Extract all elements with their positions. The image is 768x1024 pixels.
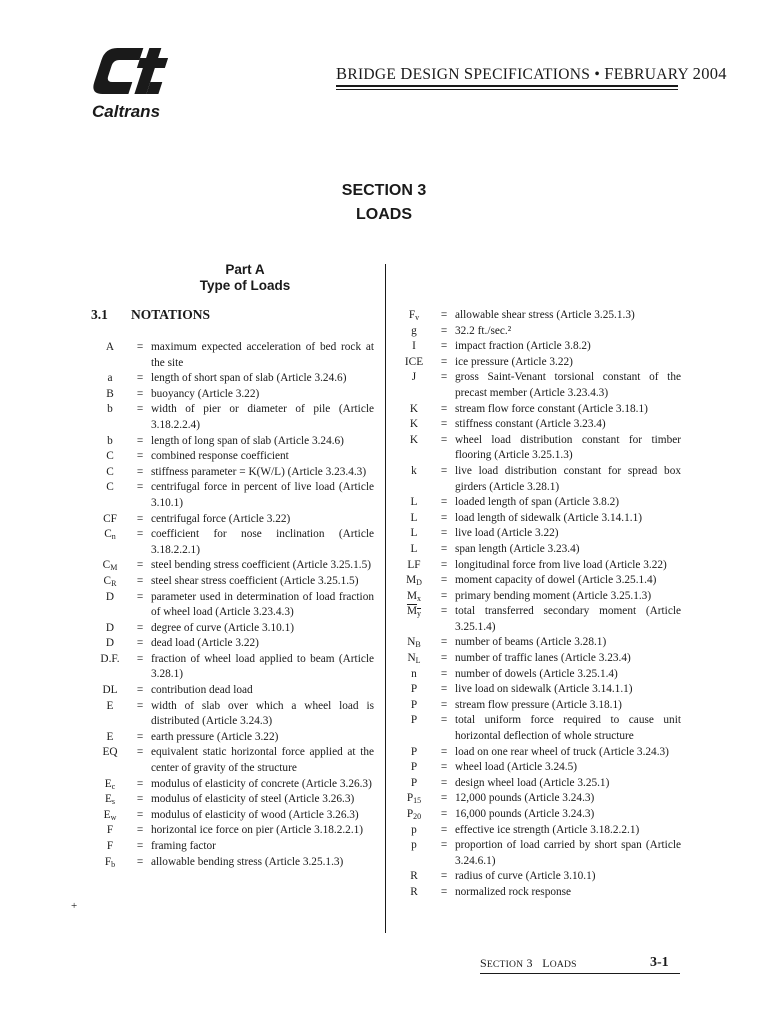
equals-sign: = bbox=[440, 636, 448, 649]
notation-symbol: $N_B$ bbox=[407, 636, 421, 650]
page-number: 3-1 bbox=[650, 955, 669, 970]
equals-sign: = bbox=[136, 808, 144, 821]
equals-sign: = bbox=[136, 341, 144, 353]
equals-sign: = bbox=[440, 558, 448, 571]
notation-entry bbox=[395, 355, 681, 371]
notation-symbol: b bbox=[107, 434, 113, 447]
notation-symbol: k bbox=[411, 464, 417, 477]
notation-definition: 16,000 pounds (Article 3.24.3) bbox=[455, 808, 595, 820]
notation-entry bbox=[91, 699, 374, 730]
notation-symbol: E bbox=[106, 699, 114, 712]
notation-symbol: EQ bbox=[102, 746, 118, 759]
notation-entry bbox=[395, 402, 681, 418]
document-header: BRIDGE DESIGN SPECIFICATIONS • FEBRUARY 2004 bbox=[336, 64, 727, 83]
notation-definition: framing factor bbox=[151, 840, 216, 852]
notation-symbol: D bbox=[105, 590, 115, 603]
notation-definition: gross Saint-Venant torsional constant of the precast member (Article 3.23.4.3) bbox=[455, 371, 681, 399]
notation-entry bbox=[395, 713, 681, 744]
notation-definition: total transferred secondary moment (Article 3.25.1.4) bbox=[455, 605, 681, 633]
notation-definition: load length of sidewalk (Article 3.14.1.1) bbox=[455, 511, 642, 524]
notation-definition: live load (Article 3.22) bbox=[455, 527, 559, 540]
equals-sign: = bbox=[136, 684, 144, 697]
equals-sign: = bbox=[440, 870, 448, 883]
notation-symbol: n bbox=[411, 667, 417, 680]
notation-entry bbox=[91, 512, 374, 528]
notation-symbol: CF bbox=[103, 512, 117, 525]
notation-entry bbox=[91, 730, 374, 746]
notation-definition: horizontal ice force on pier (Article 3.18.2.2.1) bbox=[151, 824, 364, 837]
notation-definition: total uniform force required to cause unit horizontal deflection of whole structure bbox=[455, 714, 681, 743]
notation-definition: radius of curve (Article 3.10.1) bbox=[455, 870, 596, 883]
notation-definition: maximum expected acceleration of bed rock at the site bbox=[151, 341, 374, 369]
equals-sign: = bbox=[440, 714, 448, 727]
notation-symbol: L bbox=[410, 527, 418, 540]
equals-sign: = bbox=[440, 745, 448, 758]
notation-definition: span length (Article 3.23.4) bbox=[455, 542, 580, 555]
notation-entry bbox=[395, 464, 681, 495]
notation-definition: longitudinal force from live load (Article 3.22) bbox=[455, 558, 667, 571]
notation-definition: length of short span of slab (Article 3.24.6) bbox=[151, 372, 347, 385]
equals-sign: = bbox=[440, 496, 448, 509]
heading-number: 3.1 bbox=[91, 307, 108, 322]
notation-entry bbox=[91, 855, 374, 871]
equals-sign: = bbox=[440, 527, 448, 540]
notation-entry bbox=[395, 542, 681, 558]
equals-sign: = bbox=[440, 605, 448, 618]
equals-sign: = bbox=[440, 340, 448, 353]
equals-sign: = bbox=[440, 839, 448, 852]
equals-sign: = bbox=[136, 574, 144, 587]
notation-symbol: $E_s$ bbox=[104, 793, 116, 807]
notation-definition: live load on sidewalk (Article 3.14.1.1) bbox=[455, 683, 633, 696]
equals-sign: = bbox=[136, 840, 144, 852]
equals-sign: = bbox=[136, 621, 144, 634]
notation-entry bbox=[395, 776, 681, 792]
equals-sign: = bbox=[136, 481, 144, 494]
notation-symbol: J bbox=[411, 371, 417, 384]
notations-right-column bbox=[395, 308, 681, 901]
notation-symbol: $C_M$ bbox=[102, 559, 118, 573]
notation-definition: stream flow pressure (Article 3.18.1) bbox=[455, 698, 622, 711]
equals-sign: = bbox=[440, 683, 448, 696]
notation-entry bbox=[91, 340, 374, 371]
margin-change-mark: + bbox=[71, 900, 78, 912]
notation-entry bbox=[91, 777, 374, 793]
notation-symbol: $M_D$ bbox=[406, 574, 422, 588]
notation-definition: stream flow force constant (Article 3.18.1) bbox=[455, 402, 648, 415]
caltrans-logo-mark bbox=[90, 46, 176, 122]
notation-definition: modulus of elasticity of wood (Article 3.26.3) bbox=[151, 808, 359, 821]
equals-sign: = bbox=[136, 372, 144, 385]
notation-definition: width of pier or diameter of pile (Article 3.18.2.2.4) bbox=[151, 403, 374, 431]
equals-sign: = bbox=[440, 309, 448, 321]
notation-definition: allowable shear stress (Article 3.25.1.3) bbox=[455, 309, 635, 321]
notations-left-column bbox=[91, 340, 374, 870]
notation-symbol: P bbox=[410, 776, 418, 789]
equals-sign: = bbox=[440, 464, 448, 477]
notation-entry bbox=[91, 371, 374, 387]
equals-sign: = bbox=[440, 574, 448, 587]
notation-symbol: $M_x$ bbox=[406, 589, 422, 603]
notation-definition: stiffness parameter = K(W/L) (Article 3.23.4.3) bbox=[151, 465, 367, 478]
notation-symbol: $N_L$ bbox=[407, 652, 421, 666]
caltrans-logo bbox=[90, 46, 176, 122]
notation-symbol: D bbox=[105, 621, 115, 634]
equals-sign: = bbox=[136, 590, 144, 603]
column-divider bbox=[385, 264, 386, 933]
notation-symbol: C bbox=[106, 450, 114, 463]
equals-sign: = bbox=[440, 698, 448, 711]
equals-sign: = bbox=[440, 418, 448, 431]
equals-sign: = bbox=[136, 855, 144, 868]
notation-entry bbox=[395, 589, 681, 605]
logo-wordmark: Caltrans bbox=[92, 102, 161, 121]
equals-sign: = bbox=[136, 730, 144, 743]
equals-sign: = bbox=[136, 450, 144, 463]
notation-definition: design wheel load (Article 3.25.1) bbox=[455, 776, 610, 789]
notation-definition: equivalent static horizontal force applied at the center of gravity of the structure bbox=[151, 746, 374, 775]
footer-rule bbox=[480, 973, 680, 974]
equals-sign: = bbox=[136, 434, 144, 447]
notation-symbol: P bbox=[410, 714, 418, 727]
equals-sign: = bbox=[136, 824, 144, 837]
equals-sign: = bbox=[440, 885, 448, 898]
notation-definition: length of long span of slab (Article 3.24.6) bbox=[151, 434, 344, 447]
notation-entry bbox=[395, 495, 681, 511]
notation-symbol: P bbox=[410, 698, 418, 711]
notation-entry bbox=[91, 636, 374, 652]
notation-definition: effective ice strength (Article 3.18.2.2.1) bbox=[455, 823, 640, 836]
notation-symbol: DL bbox=[102, 684, 118, 697]
notation-entry bbox=[395, 417, 681, 433]
notation-entry bbox=[91, 621, 374, 637]
notation-entry bbox=[395, 667, 681, 683]
notation-symbol: D.F. bbox=[100, 652, 120, 665]
notation-symbol: C bbox=[106, 465, 114, 478]
notation-entry bbox=[395, 370, 681, 401]
notation-entry bbox=[91, 808, 374, 824]
notation-symbol: ICE bbox=[404, 355, 424, 368]
notation-definition: proportion of load carried by short span (Article 3.24.6.1) bbox=[455, 839, 681, 867]
notation-symbol: E bbox=[106, 730, 114, 743]
notation-entry bbox=[91, 652, 374, 683]
notation-symbol: $E_c$ bbox=[104, 777, 116, 791]
notation-entry bbox=[91, 839, 374, 855]
notation-definition: modulus of elasticity of concrete (Article 3.26.3) bbox=[151, 777, 372, 790]
notation-entry bbox=[395, 526, 681, 542]
notation-definition: contribution dead load bbox=[151, 684, 253, 697]
notation-symbol: K bbox=[409, 418, 419, 431]
notation-entry bbox=[91, 574, 374, 590]
notation-definition: dead load (Article 3.22) bbox=[151, 637, 259, 650]
equals-sign: = bbox=[136, 793, 144, 806]
notation-definition: centrifugal force in percent of live load (Article 3.10.1) bbox=[151, 481, 374, 509]
notation-definition: steel shear stress coefficient (Article 3.25.1.5) bbox=[151, 574, 359, 587]
equals-sign: = bbox=[136, 403, 144, 416]
equals-sign: = bbox=[136, 652, 144, 665]
equals-sign: = bbox=[136, 746, 144, 759]
notation-symbol: g bbox=[411, 324, 417, 337]
footer-running-title: SECTION 3 LOADS bbox=[480, 956, 577, 970]
notation-entry bbox=[395, 433, 681, 464]
notation-entry bbox=[395, 635, 681, 651]
notation-entry bbox=[395, 651, 681, 667]
equals-sign: = bbox=[136, 637, 144, 650]
notation-symbol: B bbox=[106, 387, 114, 400]
equals-sign: = bbox=[440, 761, 448, 774]
notation-entry bbox=[91, 387, 374, 403]
equals-sign: = bbox=[136, 528, 144, 541]
notation-entry bbox=[395, 511, 681, 527]
equals-sign: = bbox=[440, 792, 448, 805]
notation-entry bbox=[395, 573, 681, 589]
notation-definition: allowable bending stress (Article 3.25.1.3) bbox=[151, 855, 344, 868]
notation-entry bbox=[395, 698, 681, 714]
notation-entry bbox=[395, 682, 681, 698]
notation-definition: steel bending stress coefficient (Article 3.25.1.5) bbox=[151, 559, 372, 572]
notation-symbol: b bbox=[107, 403, 113, 416]
notation-entry bbox=[91, 792, 374, 808]
equals-sign: = bbox=[440, 652, 448, 665]
notation-definition: wheel load distribution constant for timber flooring (Article 3.25.1.3) bbox=[455, 433, 681, 462]
equals-sign: = bbox=[440, 776, 448, 789]
notation-definition: load on one rear wheel of truck (Article 3.24.3) bbox=[455, 745, 669, 758]
equals-sign: = bbox=[440, 402, 448, 415]
notation-entry bbox=[395, 869, 681, 885]
notation-symbol: D bbox=[105, 637, 115, 650]
notation-symbol: F bbox=[106, 840, 114, 852]
notation-definition: degree of curve (Article 3.10.1) bbox=[151, 621, 295, 634]
notation-definition: 32.2 ft./sec.² bbox=[455, 324, 512, 337]
notation-entry bbox=[91, 402, 374, 433]
notation-definition: fraction of wheel load applied to beam (Article 3.28.1) bbox=[151, 652, 374, 681]
equals-sign: = bbox=[440, 823, 448, 836]
equals-sign: = bbox=[440, 355, 448, 368]
notation-entry bbox=[395, 807, 681, 823]
section-title: LOADS bbox=[356, 206, 412, 223]
notation-symbol: $M_y$ bbox=[406, 605, 422, 619]
notation-entry bbox=[91, 558, 374, 574]
notation-entry bbox=[91, 683, 374, 699]
notation-definition: earth pressure (Article 3.22) bbox=[151, 730, 279, 743]
notation-entry bbox=[91, 449, 374, 465]
notation-definition: combined response coefficient bbox=[151, 450, 289, 463]
notation-symbol: L bbox=[410, 496, 418, 509]
notation-symbol: $F_b$ bbox=[104, 855, 116, 869]
notation-definition: wheel load (Article 3.24.5) bbox=[455, 761, 578, 774]
notation-entry bbox=[395, 558, 681, 574]
notation-symbol: LF bbox=[407, 558, 421, 571]
notation-symbol: L bbox=[410, 542, 418, 555]
notation-symbol: K bbox=[409, 402, 419, 415]
notation-definition: loaded length of span (Article 3.8.2) bbox=[455, 496, 620, 509]
notation-entry bbox=[395, 604, 681, 635]
notation-symbol: $E_w$ bbox=[103, 808, 117, 822]
notation-symbol: P bbox=[410, 745, 418, 758]
notation-symbol: F bbox=[106, 824, 114, 837]
notation-symbol: C bbox=[106, 481, 114, 494]
header-rule bbox=[336, 85, 678, 87]
part-label: Part A bbox=[225, 262, 265, 277]
notation-entry bbox=[91, 465, 374, 481]
notation-symbol: p bbox=[411, 823, 417, 836]
notation-symbol: $F_v$ bbox=[408, 309, 420, 322]
equals-sign: = bbox=[440, 433, 448, 446]
notation-definition: 12,000 pounds (Article 3.24.3) bbox=[455, 792, 595, 805]
equals-sign: = bbox=[136, 465, 144, 478]
notation-definition: number of dowels (Article 3.25.1.4) bbox=[455, 667, 618, 680]
notation-definition: ice pressure (Article 3.22) bbox=[455, 355, 573, 368]
notation-entry bbox=[91, 745, 374, 776]
notation-definition: stiffness constant (Article 3.23.4) bbox=[455, 418, 606, 431]
notation-entry bbox=[91, 823, 374, 839]
notation-symbol: L bbox=[410, 511, 418, 524]
equals-sign: = bbox=[440, 667, 448, 680]
notation-definition: primary bending moment (Article 3.25.1.3) bbox=[455, 589, 652, 602]
header-rule-thin bbox=[336, 89, 678, 90]
notation-symbol: R bbox=[410, 870, 418, 883]
notation-definition: buoyancy (Article 3.22) bbox=[151, 387, 260, 400]
equals-sign: = bbox=[440, 324, 448, 337]
notation-entry bbox=[395, 745, 681, 761]
notation-entry bbox=[91, 527, 374, 558]
notation-symbol: P bbox=[410, 761, 418, 774]
notation-entry bbox=[395, 823, 681, 839]
notation-entry bbox=[91, 480, 374, 511]
notation-symbol: $P_{20}$ bbox=[406, 808, 422, 821]
notation-definition: number of beams (Article 3.28.1) bbox=[455, 636, 607, 649]
notation-definition: modulus of elasticity of steel (Article 3.26.3) bbox=[151, 793, 355, 806]
part-title: Type of Loads bbox=[199, 278, 291, 293]
equals-sign: = bbox=[136, 559, 144, 572]
notation-definition: moment capacity of dowel (Article 3.25.1.4) bbox=[455, 574, 657, 587]
notation-definition: number of traffic lanes (Article 3.23.4) bbox=[455, 652, 631, 665]
notation-entry bbox=[91, 590, 374, 621]
notation-symbol: P bbox=[410, 683, 418, 696]
equals-sign: = bbox=[440, 511, 448, 524]
notations-heading bbox=[91, 307, 210, 323]
notation-entry bbox=[395, 791, 681, 807]
equals-sign: = bbox=[136, 387, 144, 400]
notation-definition: centrifugal force (Article 3.22) bbox=[151, 512, 291, 525]
notation-symbol: $C_R$ bbox=[103, 574, 117, 588]
notation-symbol: $C_n$ bbox=[104, 528, 116, 542]
notation-entry bbox=[395, 339, 681, 355]
notation-entry bbox=[91, 434, 374, 450]
heading-title: NOTATIONS bbox=[131, 307, 211, 322]
notation-symbol: I bbox=[412, 340, 416, 353]
notation-symbol: K bbox=[409, 433, 419, 446]
notation-symbol: p bbox=[411, 839, 417, 852]
notation-entry bbox=[395, 324, 681, 340]
notation-symbol: R bbox=[410, 885, 418, 898]
equals-sign: = bbox=[440, 371, 448, 384]
notation-entry bbox=[395, 885, 681, 901]
notation-definition: width of slab over which a wheel load is distributed (Article 3.24.3) bbox=[151, 699, 374, 728]
notation-symbol: $P_{15}$ bbox=[406, 792, 422, 806]
notation-definition: normalized rock response bbox=[455, 885, 572, 898]
equals-sign: = bbox=[440, 808, 448, 820]
notation-definition: live load distribution constant for spread box girders (Article 3.28.1) bbox=[455, 464, 681, 493]
notation-entry bbox=[395, 308, 681, 324]
equals-sign: = bbox=[440, 542, 448, 555]
notation-entry bbox=[395, 838, 681, 869]
notation-definition: coefficient for nose inclination (Article 3.18.2.2.1) bbox=[151, 528, 374, 556]
section-number: SECTION 3 bbox=[341, 182, 427, 199]
notation-symbol: A bbox=[105, 341, 115, 353]
equals-sign: = bbox=[136, 777, 144, 790]
equals-sign: = bbox=[136, 512, 144, 525]
equals-sign: = bbox=[136, 699, 144, 712]
notation-definition: parameter used in determination of load fraction of wheel load (Article 3.23.4.3) bbox=[151, 590, 374, 619]
notation-definition: impact fraction (Article 3.8.2) bbox=[455, 340, 591, 353]
notation-symbol: a bbox=[107, 372, 113, 385]
notation-entry bbox=[395, 760, 681, 776]
equals-sign: = bbox=[440, 589, 448, 602]
